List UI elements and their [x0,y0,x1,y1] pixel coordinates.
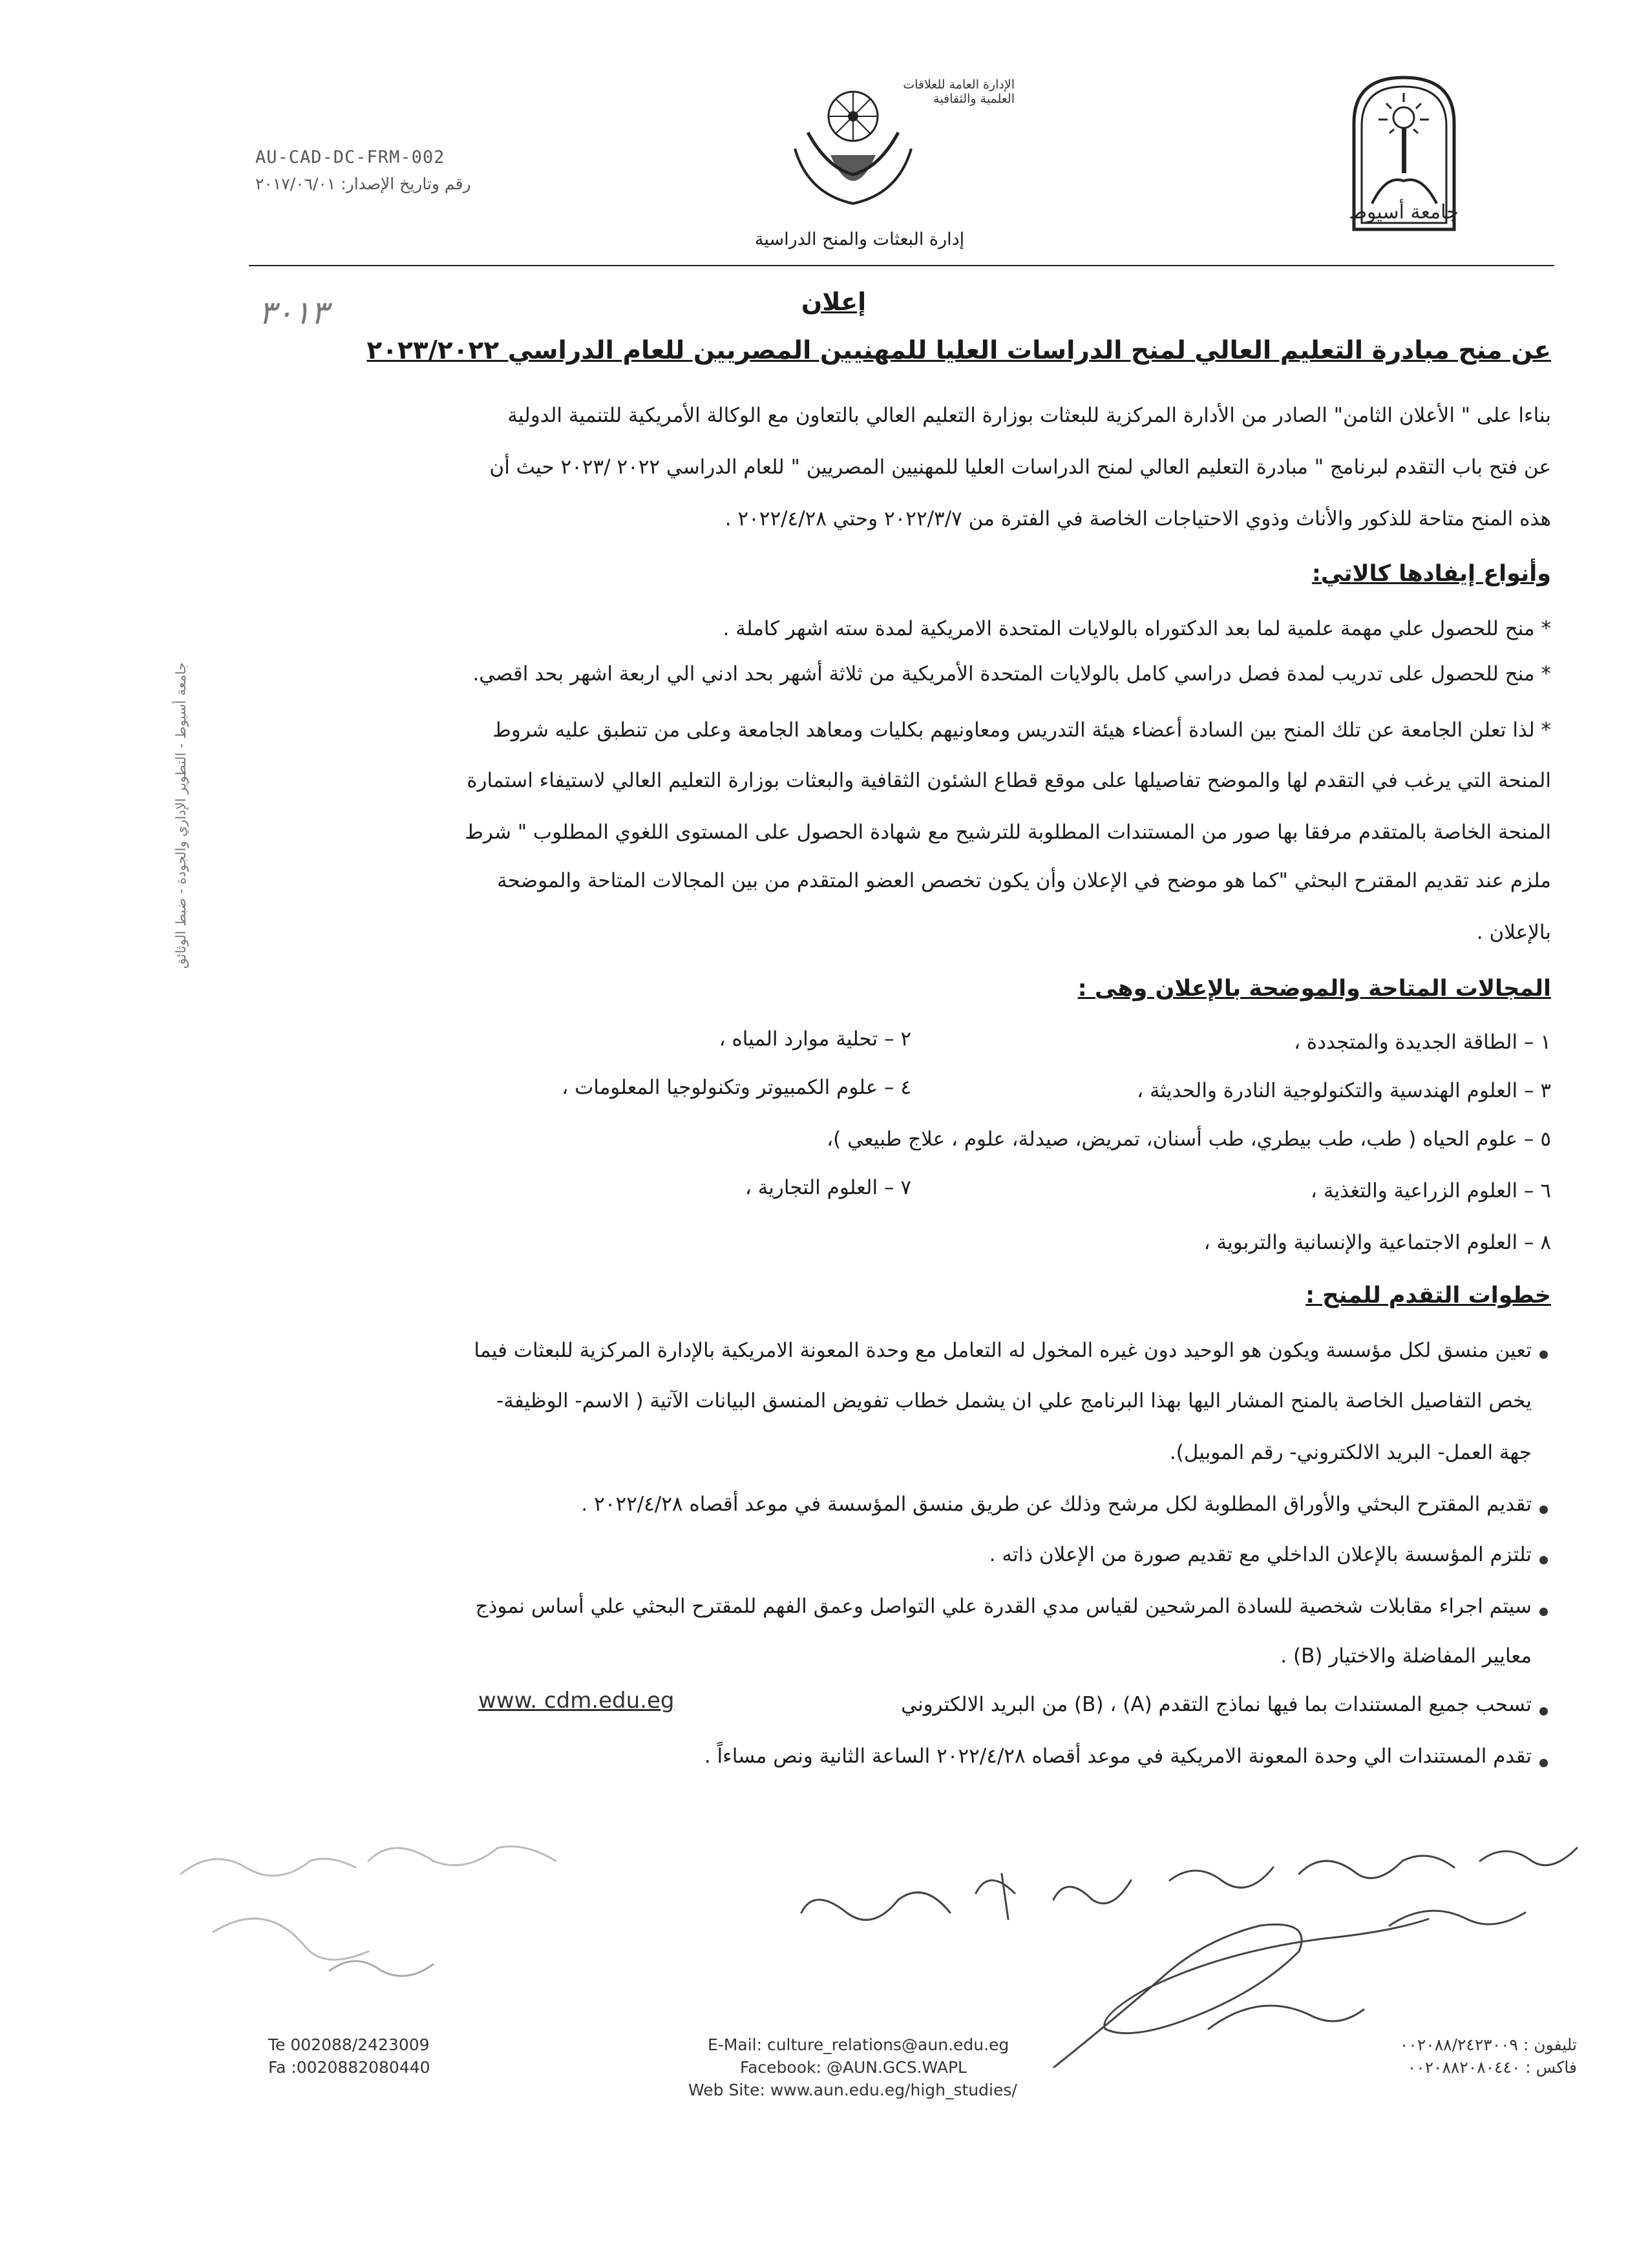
intro-line: عن فتح باب التقدم لبرنامج " مبادرة التعليم العالي لمنح الدراسات العليا للمهنيين المصريين " للعام الدراسي ٢٠٢٢ /٢٠٢٣ حيث أن [489,456,1551,479]
bullet-icon [1539,1707,1548,1716]
bullet-icon [1539,1759,1548,1767]
field-item: ٦ – العلوم الزراعية والتغذية ، [1310,1179,1551,1202]
step-item: تعين منسق لكل مؤسسة ويكون هو الوحيد دون غيره المخول له التعامل مع وحدة المعونة الامريكية بالإدارة المركزية للبعثات فيما [474,1339,1532,1362]
website-link[interactable]: www. cdm.edu.eg [478,1688,675,1714]
bullet-icon [1539,1556,1548,1564]
fields-heading: المجالات المتاحة والموضحة بالإعلان وهى : [1077,976,1551,1002]
bullet-icon [1539,1608,1548,1616]
footer-fax-ar: فاكس : ٠٠٢٠٨٨٢٠٨٠٤٤٠ [1407,2058,1577,2077]
handwritten-signatures [162,1822,1609,2068]
types-heading: وأنواع إيفادها كالاتي: [1311,561,1551,587]
field-item: ٨ – العلوم الاجتماعية والإنسانية والتربوية ، [1203,1231,1551,1254]
types-item: * لذا تعلن الجامعة عن تلك المنح بين السادة أعضاء هيئة التدريس ومعاونيهم بكليات ومعاهد الجامعة وعلى من تنطبق عليه شروط [492,719,1551,742]
intro-line: بناءا على " الأعلان الثامن" الصادر من الأدارة المركزية للبعثات بوزارة التعليم العالي بالتعاون مع الوكالة الأمريكية للتنمية الدولية [507,404,1551,427]
handwritten-annotation: ٣٠١٣ [259,294,328,331]
step-item: سيتم اجراء مقابلات شخصية للسادة المرشحين لقياس مدي القدرة علي التواصل وعمق الفهم للمقترح البحثي علي أساس نموذج [475,1595,1532,1618]
field-item: ٣ – العلوم الهندسية والتكنولوجية النادرة والحديثة ، [1137,1079,1551,1102]
step-item: تقديم المقترح البحثي والأوراق المطلوبة لكل مرشح وذلك عن طريق منسق المؤسسة في موعد أقصاه ٢٠٢٢/٤/٢٨ . [581,1493,1532,1516]
field-item: ٤ – علوم الكمبيوتر وتكنولوجيا المعلومات ، [562,1076,911,1099]
intro-line: هذه المنح متاحة للذكور والأناث وذوي الاحتياجات الخاصة في الفترة من ٢٠٢٢/٣/٧ وحتي ٢٠٢٢/٤/٢٨ . [724,507,1551,530]
emblem-caption: الإدارة العامة للعلاقات العلمية والثقافية [903,78,1015,106]
types-continuation: بالإعلان . [1476,921,1551,944]
footer-fax: Fa :0020882080440 [268,2058,430,2077]
announcement-subtitle: عن منح مبادرة التعليم العالي لمنح الدراسات العليا للمهنيين المصريين للعام الدراسي ٢٠٢٣/٢٠٢٢ [366,336,1551,365]
footer-email[interactable]: E-Mail: culture_relations@aun.edu.eg [708,2035,1009,2054]
bullet-icon [1539,1350,1548,1359]
field-item: ٧ – العلوم التجارية ، [745,1176,911,1199]
logo-caption: جامعة أسيوط [1349,201,1459,224]
issue-date: رقم وتاريخ الإصدار: ٢٠١٧/٠٦/٠١ [255,174,471,193]
step-continuation: يخص التفاصيل الخاصة بالمنح المشار اليها بهذا البرنامج علي ان يشمل خطاب تفويض المنسق البيانات الآتية ( الاسم- الوظيفة- [496,1389,1532,1412]
footer-facebook[interactable]: Facebook: @AUN.GCS.WAPL [740,2058,967,2077]
step-continuation: معايير المفاضلة والاختيار (B) . [1280,1644,1532,1668]
footer-tel: Te 002088/2423009 [268,2035,430,2054]
types-item: * منح للحصول على تدريب لمدة فصل دراسي كامل بالولايات المتحدة الأمريكية من ثلاثة أشهر بحد ادني الي اربعة اشهر بحد اقصي. [472,662,1551,686]
header-divider [249,265,1554,266]
side-margin-note-text: جامعة أسيوط - التطوير الإداري والجودة - ضبط الوثائق [173,662,189,969]
field-item: ٢ – تحلية موارد المياه ، [719,1027,911,1051]
side-margin-note [162,594,200,1047]
types-continuation: ملزم عند تقديم المقترح البحثي "كما هو موضح في الإعلان وأن يكون تخصص العضو المتقدم من بين المجالات المتاحة والموضحة [497,869,1551,892]
step-item: تسحب جميع المستندات بما فيها نماذج التقدم (A) ، (B) من البريد الالكتروني [901,1693,1532,1716]
university-logo-icon [1347,71,1461,233]
types-continuation: المنحة التي يرغب في التقدم لها والموضح تفاصيلها على موقع قطاع الشئون الثقافية والبعثات بوزارة التعليم العالي لاستيفاء استمارة [467,769,1551,792]
footer-tel-ar: تليفون : ٠٠٢٠٨٨/٢٤٢٣٠٠٩ [1400,2035,1577,2054]
types-item: * منح للحصول علي مهمة علمية لما بعد الدكتوراه بالولايات المتحدة الامريكية لمدة سته اشهر كاملة . [723,617,1551,640]
steps-heading: خطوات التقدم للمنح : [1305,1283,1551,1308]
form-code: AU-CAD-DC-FRM-002 [255,147,445,167]
footer-website[interactable]: Web Site: www.aun.edu.eg/high_studies/ [688,2081,1017,2099]
step-item: تقدم المستندات الي وحدة المعونة الامريكية في موعد أقصاه ٢٠٢٢/٤/٢٨ الساعة الثانية ونص مساءاً . [704,1745,1532,1768]
field-item: ١ – الطاقة الجديدة والمتجددة ، [1294,1031,1551,1054]
department-name: إدارة البعثات والمنح الدراسية [754,229,965,249]
announcement-title: إعلان [801,288,867,316]
step-continuation: جهة العمل- البريد الالكتروني- رقم الموبيل). [1169,1441,1532,1464]
step-item: تلتزم المؤسسة بالإعلان الداخلي مع تقديم صورة من الإعلان ذاته . [989,1543,1532,1566]
types-continuation: المنحة الخاصة بالمتقدم مرفقا بها صور من المستندات المطلوبة للترشيح مع شهادة الحصول على المستوى اللغوي المطلوب " شرط [465,821,1551,844]
field-item: ٥ – علوم الحياه ( طب، طب بيطري، طب أسنان، تمريض، صيدلة، علوم ، علاج طبيعي )، [827,1128,1551,1151]
bullet-icon [1539,1506,1548,1514]
